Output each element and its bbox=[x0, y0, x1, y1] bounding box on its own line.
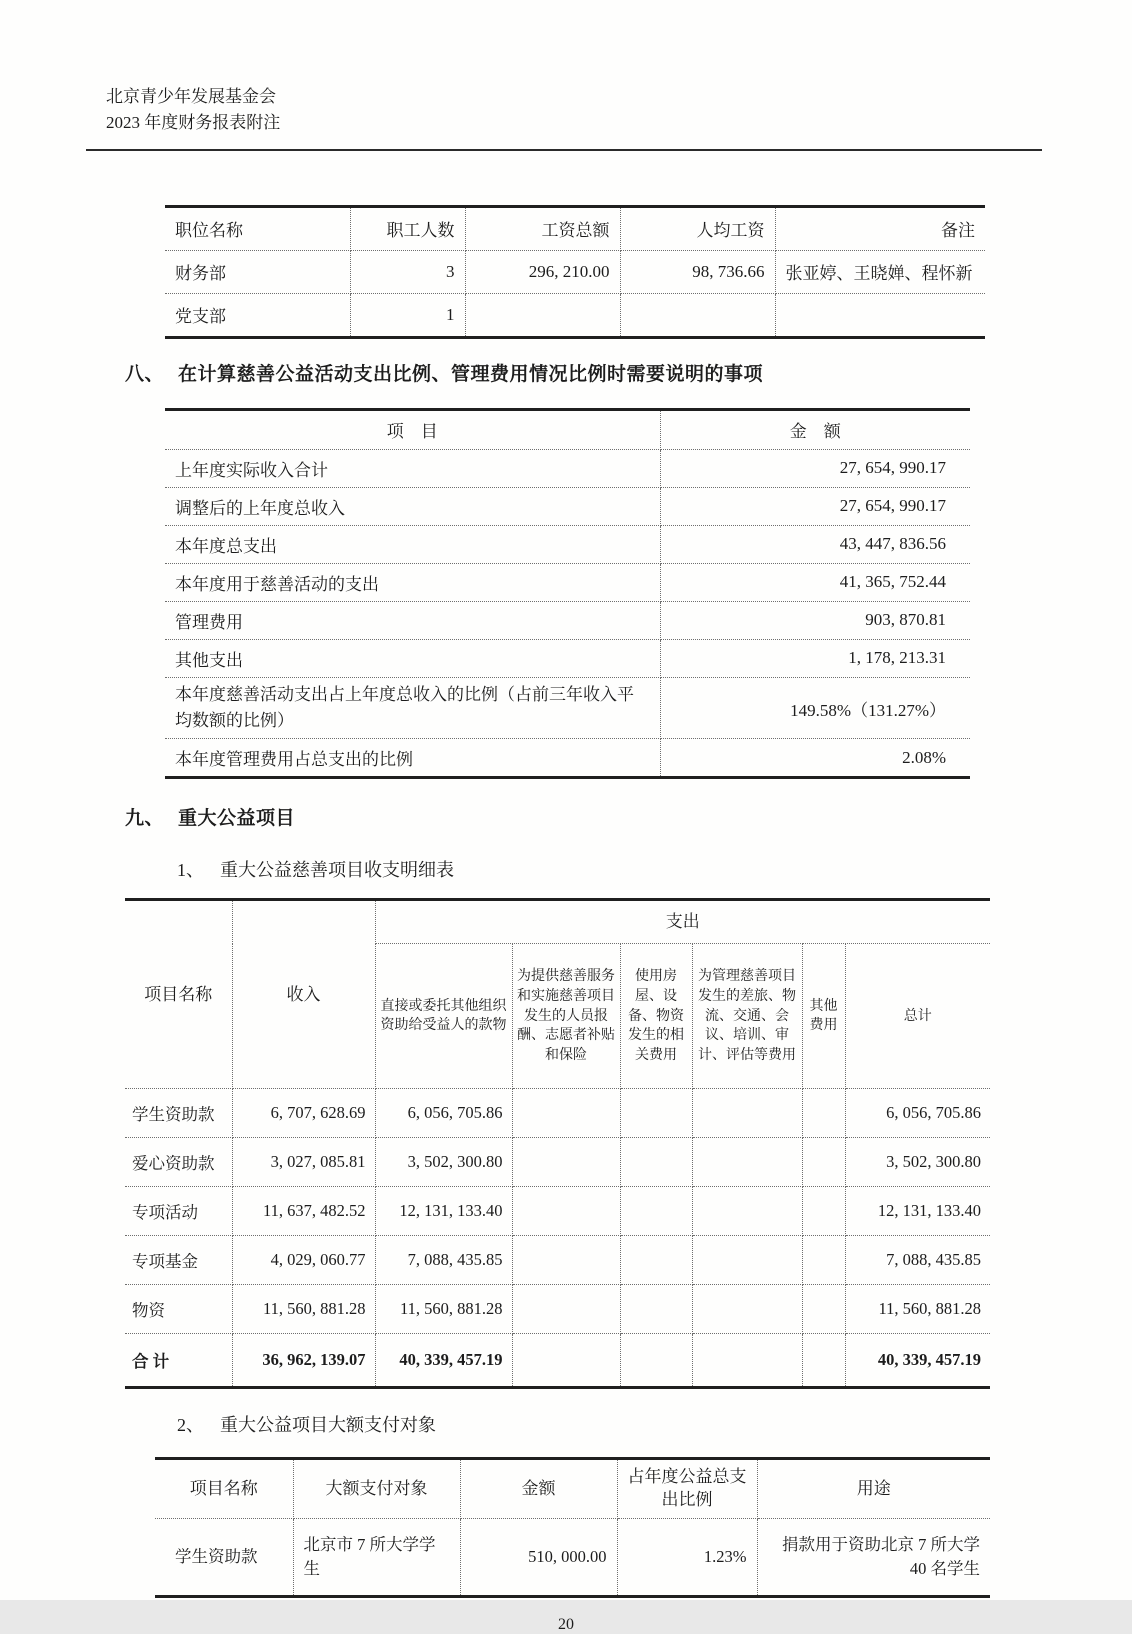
staff-table-row bbox=[165, 250, 985, 293]
detail-col-admin-costs: 为管理慈善项目发生的差旅、物流、交通、会议、培训、审计、评估等费用 bbox=[692, 944, 802, 1089]
cell-count: 3 bbox=[350, 250, 465, 293]
ratio-row bbox=[165, 601, 970, 639]
section-8-number: 八、 bbox=[125, 363, 165, 385]
ratio-col-amount: 金 额 bbox=[660, 409, 970, 449]
ratio-item: 其他支出 bbox=[165, 639, 660, 677]
detail-col-service-payroll: 为提供慈善服务和实施慈善项目发生的人员报酬、志愿者补贴和保险 bbox=[512, 944, 620, 1089]
detail-income: 6, 707, 628.69 bbox=[232, 1089, 375, 1138]
cell-position: 党支部 bbox=[165, 293, 350, 337]
payment-col-project: 项目名称 bbox=[155, 1459, 293, 1519]
section-8-heading bbox=[125, 359, 1040, 386]
page-number: 20 bbox=[558, 1616, 574, 1634]
ratio-row bbox=[165, 639, 970, 677]
detail-facility bbox=[620, 1187, 692, 1236]
subsection-2-number: 2、 bbox=[177, 1415, 204, 1436]
detail-income: 36, 962, 139.07 bbox=[232, 1334, 375, 1388]
detail-income: 11, 560, 881.28 bbox=[232, 1285, 375, 1334]
section-9-number: 九、 bbox=[125, 808, 165, 830]
detail-service bbox=[512, 1285, 620, 1334]
detail-total: 6, 056, 705.86 bbox=[845, 1089, 990, 1138]
detail-other bbox=[802, 1236, 845, 1285]
detail-direct: 11, 560, 881.28 bbox=[375, 1285, 512, 1334]
project-detail-table bbox=[125, 898, 990, 1389]
detail-other bbox=[802, 1334, 845, 1388]
detail-admin bbox=[692, 1236, 802, 1285]
ratio-item: 本年度用于慈善活动的支出 bbox=[165, 563, 660, 601]
payment-col-use: 用途 bbox=[757, 1459, 990, 1519]
payment-ratio: 1.23% bbox=[617, 1519, 757, 1597]
detail-other bbox=[802, 1089, 845, 1138]
ratio-amount: 149.58%（131.27%） bbox=[660, 677, 970, 739]
detail-direct: 6, 056, 705.86 bbox=[375, 1089, 512, 1138]
detail-direct: 12, 131, 133.40 bbox=[375, 1187, 512, 1236]
org-name: 北京青少年发展基金会 bbox=[106, 87, 276, 106]
detail-row bbox=[125, 1138, 990, 1187]
ratio-row bbox=[165, 449, 970, 487]
detail-total: 11, 560, 881.28 bbox=[845, 1285, 990, 1334]
detail-service bbox=[512, 1089, 620, 1138]
ratio-item: 上年度实际收入合计 bbox=[165, 449, 660, 487]
payment-amount: 510, 000.00 bbox=[460, 1519, 617, 1597]
staff-table-row bbox=[165, 293, 985, 337]
detail-other bbox=[802, 1187, 845, 1236]
payment-project: 学生资助款 bbox=[155, 1519, 293, 1597]
detail-project-name: 专项活动 bbox=[125, 1187, 232, 1236]
detail-admin bbox=[692, 1138, 802, 1187]
detail-row bbox=[125, 1187, 990, 1236]
detail-income: 11, 637, 482.52 bbox=[232, 1187, 375, 1236]
detail-direct: 40, 339, 457.19 bbox=[375, 1334, 512, 1388]
detail-col-project: 项目名称 bbox=[125, 900, 232, 1089]
detail-total: 3, 502, 300.80 bbox=[845, 1138, 990, 1187]
ratio-row bbox=[165, 677, 970, 739]
cell-position: 财务部 bbox=[165, 250, 350, 293]
detail-col-other-costs: 其他费用 bbox=[802, 944, 845, 1089]
cell-remark bbox=[775, 293, 985, 337]
detail-project-name: 物资 bbox=[125, 1285, 232, 1334]
detail-income: 4, 029, 060.77 bbox=[232, 1236, 375, 1285]
detail-total-row bbox=[125, 1334, 990, 1388]
section-9-title: 重大公益项目 bbox=[178, 808, 296, 830]
ratio-amount: 27, 654, 990.17 bbox=[660, 487, 970, 525]
ratio-row bbox=[165, 487, 970, 525]
detail-income: 3, 027, 085.81 bbox=[232, 1138, 375, 1187]
detail-facility bbox=[620, 1236, 692, 1285]
ratio-amount: 27, 654, 990.17 bbox=[660, 449, 970, 487]
payment-payee: 北京市 7 所大学学生 bbox=[293, 1519, 460, 1597]
detail-project-name: 合 计 bbox=[125, 1334, 232, 1388]
subsection-1-title: 重大公益慈善项目收支明细表 bbox=[220, 860, 454, 881]
cell-avg-salary bbox=[620, 293, 775, 337]
detail-group-header-row bbox=[125, 900, 990, 944]
staff-col-remark: 备注 bbox=[775, 206, 985, 250]
detail-col-direct-grants: 直接或委托其他组织资助给受益人的款物 bbox=[375, 944, 512, 1089]
detail-row bbox=[125, 1089, 990, 1138]
detail-col-income: 收入 bbox=[232, 900, 375, 1089]
detail-row bbox=[125, 1285, 990, 1334]
subsection-2-heading bbox=[177, 1411, 1040, 1437]
detail-facility bbox=[620, 1334, 692, 1388]
ratio-col-item: 项 目 bbox=[165, 409, 660, 449]
ratio-amount: 41, 365, 752.44 bbox=[660, 563, 970, 601]
detail-admin bbox=[692, 1089, 802, 1138]
subsection-1-number: 1、 bbox=[177, 860, 204, 881]
detail-total: 40, 339, 457.19 bbox=[877, 1350, 981, 1370]
detail-other bbox=[802, 1138, 845, 1187]
section-9-heading bbox=[125, 803, 1040, 830]
detail-project-name: 学生资助款 bbox=[125, 1089, 232, 1138]
detail-project-name: 爱心资助款 bbox=[125, 1138, 232, 1187]
staff-col-position: 职位名称 bbox=[165, 206, 350, 250]
detail-service bbox=[512, 1138, 620, 1187]
ratio-item: 本年度总支出 bbox=[165, 525, 660, 563]
detail-col-expense-group: 支出 bbox=[375, 900, 990, 944]
ratio-table bbox=[165, 408, 970, 780]
detail-row bbox=[125, 1236, 990, 1285]
ratio-row bbox=[165, 563, 970, 601]
detail-direct: 3, 502, 300.80 bbox=[375, 1138, 512, 1187]
detail-admin bbox=[692, 1334, 802, 1388]
cell-avg-salary: 98, 736.66 bbox=[620, 250, 775, 293]
detail-facility bbox=[620, 1138, 692, 1187]
detail-total: 12, 131, 133.40 bbox=[845, 1187, 990, 1236]
staff-table-header-row bbox=[165, 206, 985, 250]
cell-count: 1 bbox=[350, 293, 465, 337]
subsection-2-title: 重大公益项目大额支付对象 bbox=[220, 1415, 436, 1436]
section-8-title: 在计算慈善公益活动支出比例、管理费用情况比例时需要说明的事项 bbox=[178, 363, 764, 385]
detail-facility bbox=[620, 1285, 692, 1334]
ratio-row bbox=[165, 739, 970, 778]
cell-total-salary: 296, 210.00 bbox=[465, 250, 620, 293]
payment-header-row bbox=[155, 1459, 990, 1519]
ratio-amount: 43, 447, 836.56 bbox=[660, 525, 970, 563]
staff-col-count: 职工人数 bbox=[350, 206, 465, 250]
ratio-amount: 903, 870.81 bbox=[660, 601, 970, 639]
ratio-item: 本年度慈善活动支出占上年度总收入的比例（占前三年收入平均数额的比例） bbox=[165, 677, 660, 739]
cell-total-salary bbox=[465, 293, 620, 337]
ratio-amount: 2.08% bbox=[902, 747, 946, 767]
detail-col-total: 总计 bbox=[845, 944, 990, 1089]
staff-col-total-salary: 工资总额 bbox=[465, 206, 620, 250]
detail-service bbox=[512, 1334, 620, 1388]
detail-other bbox=[802, 1285, 845, 1334]
ratio-item: 管理费用 bbox=[165, 601, 660, 639]
cell-remark: 张亚婷、王晓婵、程怀新 bbox=[775, 250, 985, 293]
payment-row bbox=[155, 1519, 990, 1597]
ratio-item: 本年度管理费用占总支出的比例 bbox=[165, 739, 660, 778]
doc-subtitle: 2023 年度财务报表附注 bbox=[106, 113, 281, 133]
payment-use: 捐款用于资助北京 7 所大学 40 名学生 bbox=[782, 1534, 980, 1579]
detail-admin bbox=[692, 1187, 802, 1236]
ratio-amount: 1, 178, 213.31 bbox=[660, 639, 970, 677]
subsection-1-heading bbox=[177, 856, 1040, 882]
ratio-row bbox=[165, 525, 970, 563]
staff-col-avg-salary: 人均工资 bbox=[620, 206, 775, 250]
detail-service bbox=[512, 1187, 620, 1236]
detail-facility bbox=[620, 1089, 692, 1138]
ratio-item: 调整后的上年度总收入 bbox=[165, 487, 660, 525]
staff-table bbox=[165, 205, 985, 339]
large-payment-table bbox=[155, 1457, 990, 1598]
payment-col-ratio: 占年度公益总支出比例 bbox=[617, 1459, 757, 1519]
payment-col-amount: 金额 bbox=[460, 1459, 617, 1519]
detail-col-facility-costs: 使用房屋、设备、物资发生的相关费用 bbox=[620, 944, 692, 1089]
detail-project-name: 专项基金 bbox=[125, 1236, 232, 1285]
ratio-table-header-row bbox=[165, 409, 970, 449]
detail-direct: 7, 088, 435.85 bbox=[375, 1236, 512, 1285]
detail-admin bbox=[692, 1285, 802, 1334]
document-header bbox=[106, 84, 1040, 137]
detail-service bbox=[512, 1236, 620, 1285]
header-rule bbox=[86, 149, 1042, 151]
detail-total: 7, 088, 435.85 bbox=[845, 1236, 990, 1285]
payment-col-payee: 大额支付对象 bbox=[293, 1459, 460, 1519]
